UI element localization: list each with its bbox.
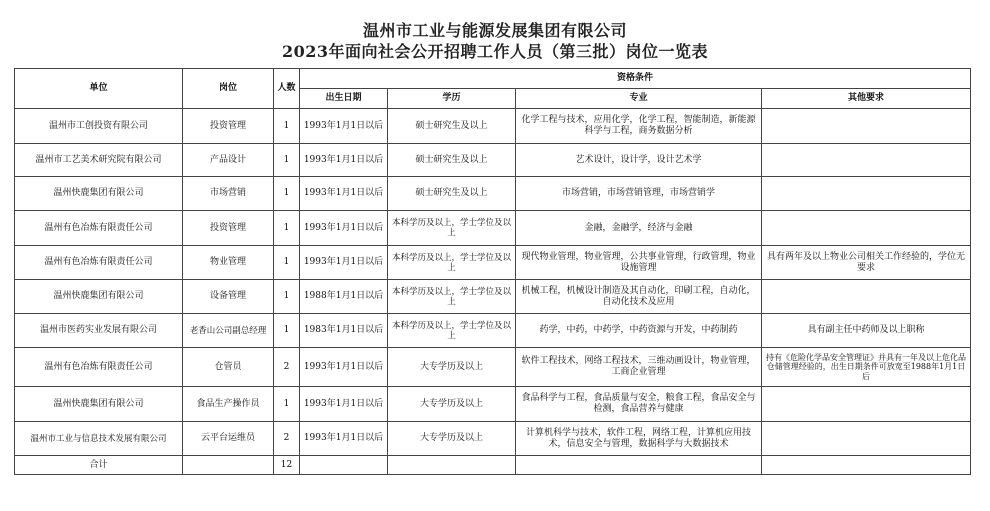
cell-position: 云平台运维员 (183, 422, 274, 456)
cell-count: 1 (274, 280, 300, 314)
cell-major: 艺术设计，设计学，设计艺术学 (516, 144, 762, 177)
cell-count: 1 (274, 144, 300, 177)
cell-count: 1 (274, 314, 300, 348)
cell-count: 1 (274, 246, 300, 280)
cell-position: 投资管理 (183, 109, 274, 144)
total-empty (516, 456, 762, 475)
cell-education: 大专学历及以上 (388, 348, 516, 387)
table-row (15, 211, 971, 246)
cell-birth: 1993年1月1日以后 (300, 211, 388, 246)
total-empty (388, 456, 516, 475)
header-education: 学历 (388, 89, 516, 109)
document-title-line1: 温州市工业与能源发展集团有限公司 (362, 21, 627, 40)
table-row (15, 177, 971, 211)
table-row (15, 109, 971, 144)
cell-education: 大专学历及以上 (388, 422, 516, 456)
header-count: 人数 (274, 69, 300, 109)
total-empty (762, 456, 971, 475)
cell-other (762, 144, 971, 177)
header-qualifications: 资格条件 (300, 69, 971, 89)
cell-position: 仓管员 (183, 348, 274, 387)
cell-other: 持有《危险化学品安全管理证》并具有一年及以上危化品仓储管理经验的，出生日期条件可放宽至1988年1月1日后 (762, 348, 971, 387)
header-position: 岗位 (183, 69, 274, 109)
cell-major: 食品科学与工程，食品质量与安全，粮食工程，食品安全与检测，食品营养与健康 (516, 387, 762, 422)
document-title-line2: 2023年面向社会公开招聘工作人员（第三批）岗位一览表 (281, 42, 709, 61)
table-row (15, 280, 971, 314)
table-row (15, 348, 971, 387)
total-empty (300, 456, 388, 475)
header-birth: 出生日期 (300, 89, 388, 109)
cell-birth: 1993年1月1日以后 (300, 387, 388, 422)
cell-unit: 温州有色冶炼有限责任公司 (15, 246, 183, 280)
cell-major: 药学，中药，中药学，中药资源与开发，中药制药 (516, 314, 762, 348)
total-empty (183, 456, 274, 475)
cell-position: 市场营销 (183, 177, 274, 211)
cell-education: 本科学历及以上，学士学位及以上 (388, 280, 516, 314)
cell-other: 具有副主任中药师及以上职称 (762, 314, 971, 348)
cell-position: 物业管理 (183, 246, 274, 280)
cell-unit: 温州快鹿集团有限公司 (15, 280, 183, 314)
total-count: 12 (274, 456, 300, 475)
cell-unit: 温州市工业与信息技术发展有限公司 (15, 422, 183, 456)
cell-position: 食品生产操作员 (183, 387, 274, 422)
cell-position: 设备管理 (183, 280, 274, 314)
cell-other (762, 280, 971, 314)
cell-education: 硕士研究生及以上 (388, 144, 516, 177)
cell-other: 具有两年及以上物业公司相关工作经验的，学位无要求 (762, 246, 971, 280)
cell-count: 1 (274, 211, 300, 246)
table-row (15, 387, 971, 422)
cell-unit: 温州市工艺美术研究院有限公司 (15, 144, 183, 177)
cell-other (762, 387, 971, 422)
cell-education: 大专学历及以上 (388, 387, 516, 422)
cell-birth: 1993年1月1日以后 (300, 422, 388, 456)
cell-position: 老香山公司副总经理 (183, 314, 274, 348)
cell-major: 机械工程，机械设计制造及其自动化，印刷工程，自动化，自动化技术及应用 (516, 280, 762, 314)
total-row (15, 456, 971, 475)
cell-major: 现代物业管理，物业管理，公共事业管理，行政管理，物业设施管理 (516, 246, 762, 280)
cell-major: 计算机科学与技术，软件工程，网络工程，计算机应用技术，信息安全与管理，数据科学与大数据技术 (516, 422, 762, 456)
cell-birth: 1983年1月1日以后 (300, 314, 388, 348)
cell-major: 金融，金融学，经济与金融 (516, 211, 762, 246)
cell-other (762, 422, 971, 456)
cell-count: 1 (274, 109, 300, 144)
cell-count: 1 (274, 387, 300, 422)
cell-count: 1 (274, 177, 300, 211)
cell-birth: 1993年1月1日以后 (300, 246, 388, 280)
header-unit: 单位 (15, 69, 183, 109)
cell-position: 产品设计 (183, 144, 274, 177)
recruitment-table (14, 68, 971, 475)
cell-birth: 1993年1月1日以后 (300, 177, 388, 211)
cell-birth: 1993年1月1日以后 (300, 109, 388, 144)
cell-unit: 温州市医药实业发展有限公司 (15, 314, 183, 348)
cell-position: 投资管理 (183, 211, 274, 246)
cell-birth: 1993年1月1日以后 (300, 348, 388, 387)
total-label: 合计 (15, 456, 183, 475)
cell-unit: 温州快鹿集团有限公司 (15, 177, 183, 211)
cell-other (762, 177, 971, 211)
cell-unit: 温州有色冶炼有限责任公司 (15, 348, 183, 387)
table-row (15, 144, 971, 177)
cell-education: 本科学历及以上，学士学位及以上 (388, 314, 516, 348)
cell-other (762, 109, 971, 144)
table-row (15, 422, 971, 456)
header-other: 其他要求 (762, 89, 971, 109)
cell-unit: 温州市工创投资有限公司 (15, 109, 183, 144)
cell-major: 市场营销，市场营销管理，市场营销学 (516, 177, 762, 211)
cell-major: 软件工程技术，网络工程技术，三维动画设计，物业管理，工商企业管理 (516, 348, 762, 387)
table-row (15, 314, 971, 348)
cell-count: 2 (274, 348, 300, 387)
cell-other (762, 211, 971, 246)
cell-unit: 温州有色冶炼有限责任公司 (15, 211, 183, 246)
cell-education: 本科学历及以上，学士学位及以上 (388, 246, 516, 280)
cell-unit: 温州快鹿集团有限公司 (15, 387, 183, 422)
cell-birth: 1993年1月1日以后 (300, 144, 388, 177)
header-major: 专业 (516, 89, 762, 109)
cell-education: 硕士研究生及以上 (388, 109, 516, 144)
cell-major: 化学工程与技术，应用化学，化学工程，智能制造，新能源科学与工程，商务数据分析 (516, 109, 762, 144)
cell-birth: 1988年1月1日以后 (300, 280, 388, 314)
cell-education: 硕士研究生及以上 (388, 177, 516, 211)
cell-count: 2 (274, 422, 300, 456)
cell-education: 本科学历及以上，学士学位及以上 (388, 211, 516, 246)
table-row (15, 246, 971, 280)
